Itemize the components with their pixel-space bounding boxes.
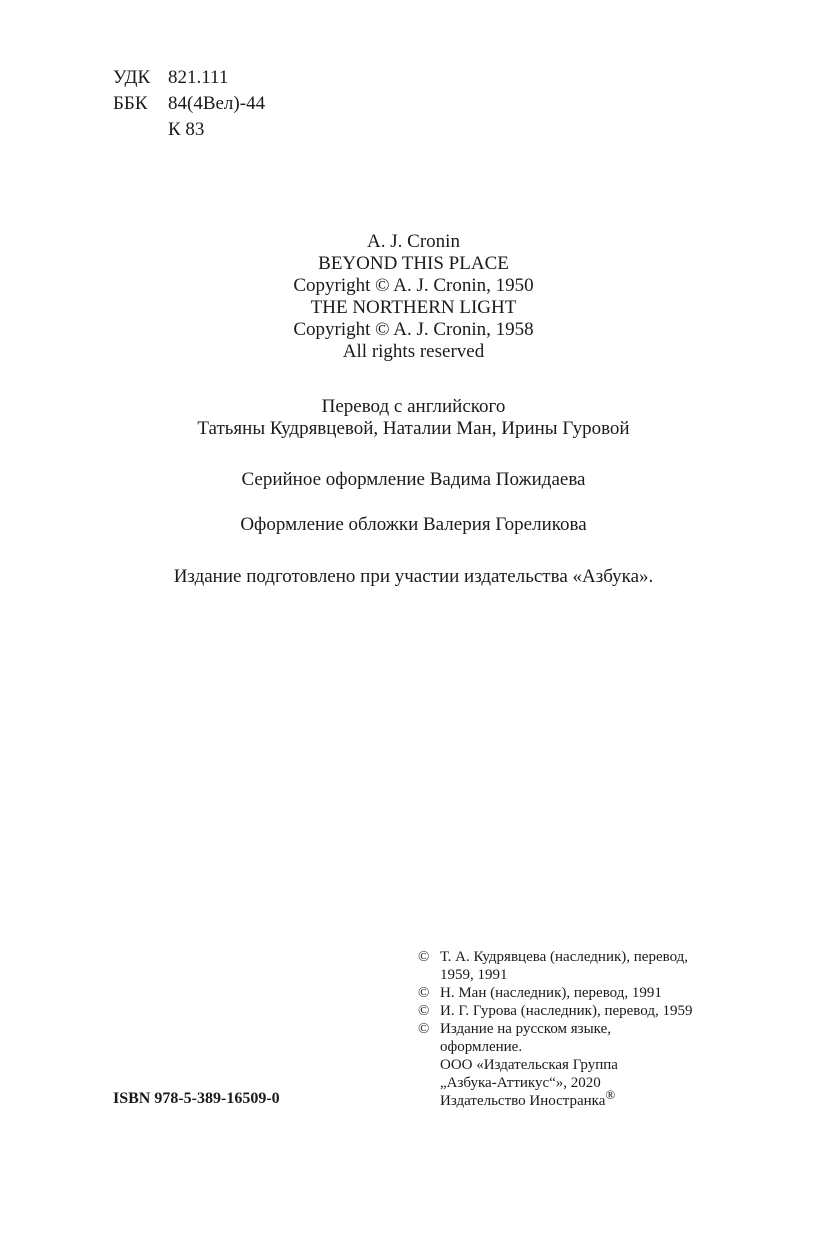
copyright-symbol: © bbox=[418, 1021, 430, 1037]
translation-credits bbox=[0, 396, 827, 440]
copyright-text: 1959, 1991 bbox=[440, 967, 508, 983]
copyright-entry bbox=[418, 984, 730, 1002]
translation-line-1: Перевод с английского bbox=[321, 396, 506, 417]
copyright-entry bbox=[418, 1020, 730, 1110]
bbk-row bbox=[113, 91, 265, 117]
registered-trademark: ® bbox=[605, 1087, 616, 1102]
author-mark: К 83 bbox=[168, 119, 205, 140]
udk-label: УДК bbox=[113, 67, 151, 88]
udk-value: 821.111 bbox=[168, 67, 229, 88]
original-author: A. J. Cronin bbox=[367, 231, 460, 252]
copyright-notices bbox=[418, 948, 730, 1110]
copyright-text: Н. Ман (наследник), перевод, 1991 bbox=[440, 985, 662, 1001]
copyright-symbol: © bbox=[418, 949, 430, 965]
original-copyright-1: Copyright © A. J. Cronin, 1950 bbox=[293, 275, 534, 296]
bbk-label: ББК bbox=[113, 93, 148, 114]
publisher-name: Издательство Иностранка bbox=[440, 1093, 606, 1109]
copyright-text: И. Г. Гурова (наследник), перевод, 1959 bbox=[440, 1003, 693, 1019]
original-title-2: THE NORTHERN LIGHT bbox=[310, 297, 517, 318]
udk-row bbox=[113, 65, 265, 91]
copyright-symbol: © bbox=[418, 1003, 430, 1019]
series-design-credit: Серийное оформление Вадима Пожидаева bbox=[241, 469, 586, 490]
copyright-text: оформление. bbox=[440, 1039, 523, 1055]
cover-design-credit: Оформление обложки Валерия Гореликова bbox=[240, 514, 587, 535]
copyright-entry bbox=[418, 948, 730, 984]
copyright-text: Издание на русском языке, bbox=[440, 1021, 611, 1037]
original-copyright-2: Copyright © A. J. Cronin, 1958 bbox=[293, 319, 534, 340]
original-title-1: BEYOND THIS PLACE bbox=[318, 253, 509, 274]
translation-line-2: Татьяны Кудрявцевой, Наталии Ман, Ирины Гуровой bbox=[197, 418, 630, 439]
copyright-text: „Азбука-Аттикус“», 2020 bbox=[440, 1075, 601, 1091]
publisher-name-line bbox=[440, 1087, 730, 1110]
original-copyright-block bbox=[0, 231, 827, 363]
copyright-symbol: © bbox=[418, 985, 430, 1001]
rights-reserved: All rights reserved bbox=[342, 341, 485, 362]
author-mark-row bbox=[113, 117, 265, 143]
isbn: ISBN 978-5-389-16509-0 bbox=[113, 1090, 280, 1107]
copyright-entry bbox=[418, 1002, 730, 1020]
copyright-text: ООО «Издательская Группа bbox=[440, 1057, 618, 1073]
publisher-note: Издание подготовлено при участии издательства «Азбука». bbox=[173, 566, 654, 587]
bbk-value: 84(4Вел)-44 bbox=[168, 93, 266, 114]
classification-block bbox=[113, 65, 265, 143]
copyright-text: Т. А. Кудрявцева (наследник), перевод, bbox=[440, 949, 689, 965]
